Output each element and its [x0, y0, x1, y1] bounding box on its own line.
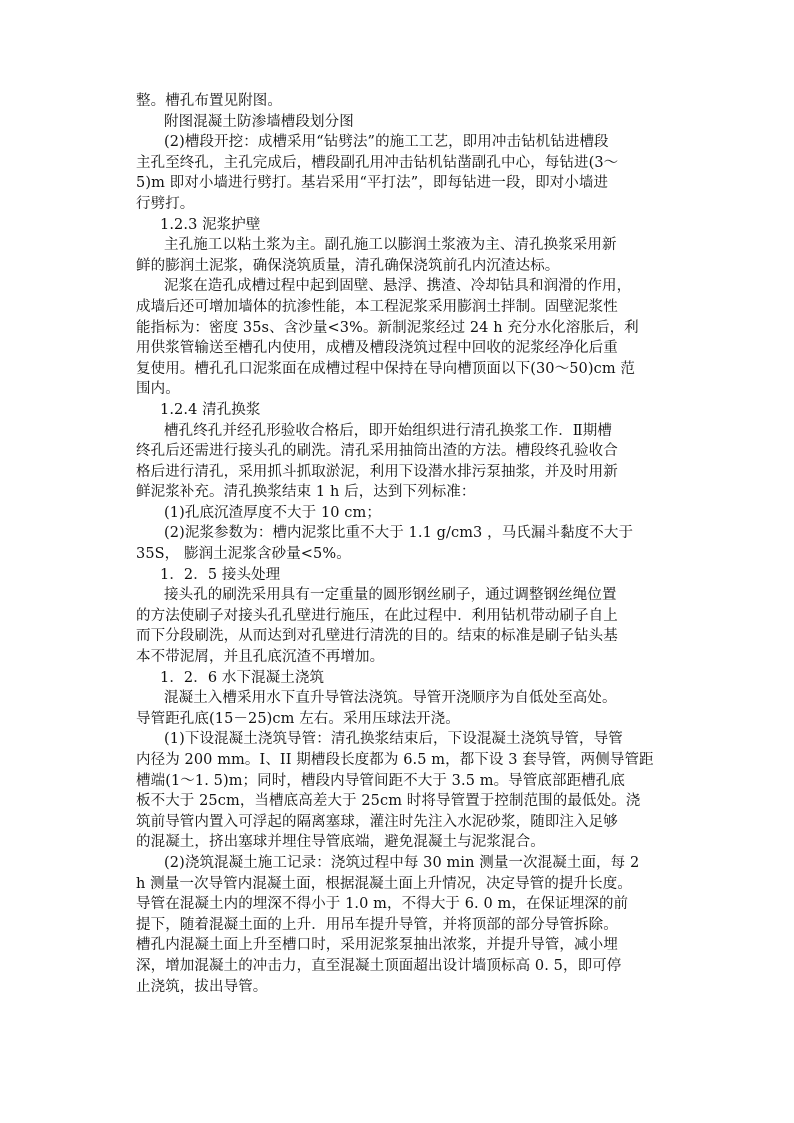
- text-line: 主孔至终孔，主孔完成后，槽段副孔用冲击钻机钻凿副孔中心，每钻进(3～: [136, 154, 619, 171]
- text-line: (2)浇筑混凝土施工记录：浇筑过程中每 30 min 测量一次混凝土面，每 2: [164, 854, 640, 871]
- text-line: 35S， 膨润土泥浆含砂量<5%。: [136, 546, 351, 563]
- text-line: 用供浆管输送至槽孔内使用，成槽及槽段浇筑过程中回收的泥浆经净化后重: [136, 340, 618, 357]
- text-line: 复使用。槽孔孔口泥浆面在成槽过程中保持在导向槽顶面以下(30～50)cm 范: [136, 360, 635, 377]
- text-line: 整。槽孔布置见附图。: [136, 93, 282, 109]
- document-page: [136, 91, 662, 997]
- text-line: (2)泥浆参数为：槽内泥浆比重不大于 1.1 g/cm3 ，马氏漏斗黏度不大于: [164, 525, 634, 542]
- text-line: 槽孔终孔并经孔形验收合格后，即开始组织进行清孔换浆工作．Ⅱ期槽: [164, 422, 612, 439]
- text-line: (2)槽段开挖：成槽采用“钻劈法”的施工工艺，即用冲击钻机钻进槽段: [164, 134, 609, 151]
- text-line: 能指标为：密度 35s、含沙量<3%。新制泥浆经过 24 h 充分水化溶胀后，利: [136, 319, 639, 336]
- text-line: 深，增加混凝土的冲击力，直至混凝土顶面超出设计墙顶标高 0. 5，即可停: [136, 957, 622, 974]
- text-line: 5)m 即对小墙进行劈打。基岩采用“平打法”，即每钻进一段，即对小墙进: [136, 175, 609, 192]
- text-line: 槽孔内混凝土面上升至槽口时，采用泥浆泵抽出浓浆，并提升导管，减小埋: [136, 937, 618, 954]
- text-line: 成墙后还可增加墙体的抗渗性能，本工程泥浆采用膨润土拌制。固壁泥浆性: [136, 298, 618, 315]
- text-line: 1.2.3 泥浆护壁: [160, 216, 261, 233]
- text-line: 围内。: [136, 381, 180, 398]
- text-line: 止浇筑，拔出导管。: [136, 978, 268, 995]
- text-line: 鲜的膨润土泥浆，确保浇筑质量，清孔确保浇筑前孔内沉渣达标。: [136, 257, 560, 274]
- text-line: 的混凝土，挤出塞球并埋住导管底端，避免混凝土与泥浆混合。: [136, 834, 545, 851]
- text-line: 1．2．6 水下混凝土浇筑: [160, 669, 325, 686]
- text-line: 混凝土入槽采用水下直升导管法浇筑。导管开浇顺序为自低处至高处。: [164, 690, 617, 707]
- text-line: 本不带泥屑，并且孔底沉渣不再增加。: [136, 649, 385, 666]
- text-line: 主孔施工以粘土浆为主。副孔施工以膨润土浆液为主、清孔换浆采用新: [164, 237, 617, 254]
- text-line: 格后进行清孔，采用抓斗抓取淤泥，利用下设潜水排污泵抽浆，并及时用新: [136, 463, 618, 480]
- text-line: (1)孔底沉渣厚度不大于 10 cm；: [164, 504, 381, 521]
- text-line: 板不大于 25cm，当槽底高差大于 25cm 时将导管置于控制范围的最低处。浇: [136, 793, 641, 810]
- text-line: 的方法使刷子对接头孔孔壁进行施压，在此过程中．利用钻机带动刷子自上: [136, 607, 618, 624]
- text-line: 筑前导管内置入可浮起的隔离塞球，灌注时先注入水泥砂浆，随即注入足够: [136, 813, 618, 830]
- text-line: 泥浆在造孔成槽过程中起到固壁、悬浮、携渣、冷却钻具和润滑的作用，: [164, 278, 632, 295]
- text-line: 附图混凝土防渗墙槽段划分图: [164, 113, 354, 130]
- text-line: 1．2．5 接头处理: [160, 566, 281, 583]
- text-line: 接头孔的刷洗采用具有一定重量的圆形钢丝刷子，通过调整钢丝绳位置: [164, 587, 617, 604]
- text-line: 槽端(1～1. 5)m；同时，槽段内导管间距不大于 3.5 m。导管底部距槽孔底: [136, 772, 625, 789]
- text-line: 导管距孔底(15－25)cm 左右。采用压球法开浇。: [136, 710, 460, 727]
- text-line: 而下分段刷洗，从而达到对孔壁进行清洗的目的。结束的标准是刷子钻头基: [136, 628, 618, 645]
- text-line: 行劈打。: [136, 195, 195, 212]
- text-line: 终孔后还需进行接头孔的刷洗。清孔采用抽筒出渣的方法。槽段终孔验收合: [136, 443, 618, 460]
- text-line: 1.2.4 清孔换浆: [160, 401, 261, 418]
- text-line: 鲜泥浆补充。清孔换浆结束 1 h 后，达到下列标准：: [136, 484, 476, 501]
- text-line: 内径为 200 mm。I、II 期槽段长度都为 6.5 m，都下设 3 套导管，两侧导管距: [136, 752, 654, 768]
- text-line: h 测量一次导管内混凝土面，根据混凝土面上升情况，决定导管的提升长度。: [136, 875, 632, 892]
- text-line: 导管在混凝土内的埋深不得小于 1.0 m，不得大于 6. 0 m，在保证埋深的前: [136, 896, 629, 913]
- text-line: 提下，随着混凝土面的上升．用吊车提升导管，并将顶部的部分导管拆除。: [136, 916, 618, 933]
- text-line: (1)下设混凝土浇筑导管：清孔换浆结束后，下设混凝土浇筑导管，导管: [164, 731, 623, 748]
